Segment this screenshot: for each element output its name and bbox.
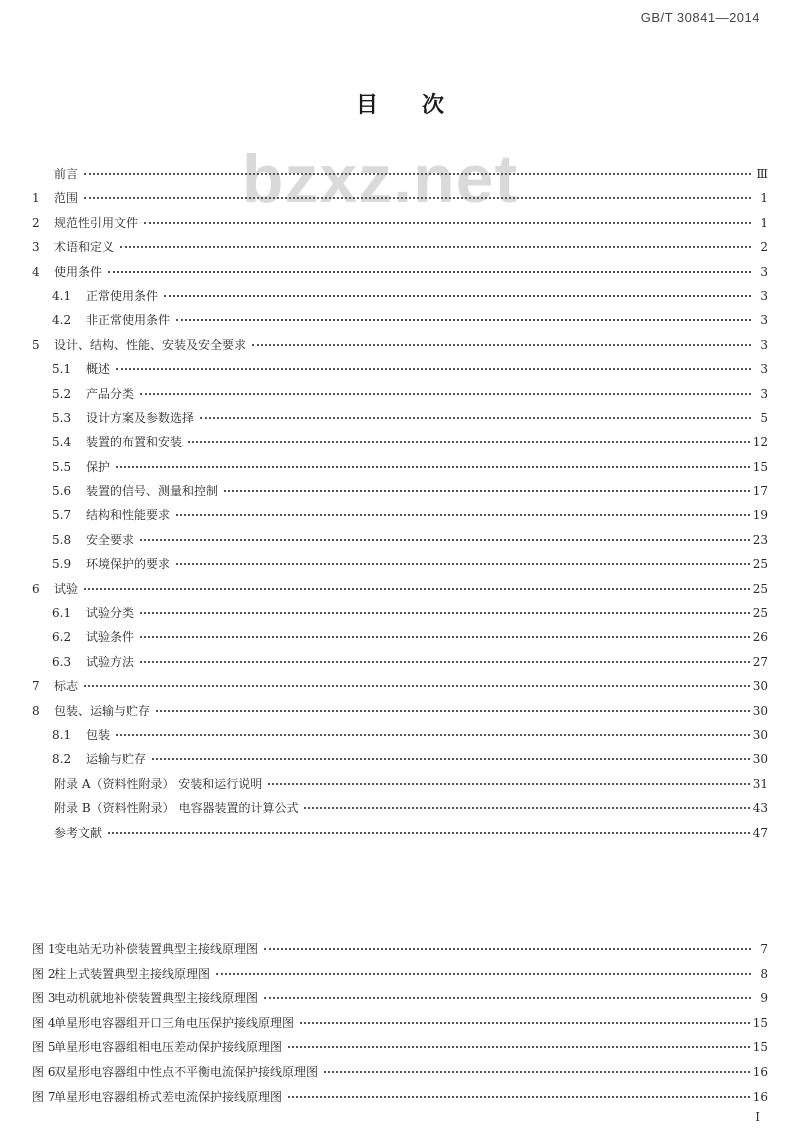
dot-leader [264,997,751,999]
toc-entry-title: 使用条件 [54,264,103,279]
toc-entry-title: 电动机就地补偿装置典型主接线原理图 [54,991,259,1006]
toc-entry-number: 8.2 [52,752,72,767]
toc-entry-number: 3 [32,240,40,255]
dot-leader [116,466,750,468]
toc-entry-number: 5.2 [52,386,72,401]
dot-leader [116,734,750,736]
toc-entry-label [32,1063,321,1080]
dot-leader [140,636,750,638]
toc-entry-page: 2 [760,240,768,255]
toc-entry [32,702,768,726]
toc-entry-page: 7 [760,942,768,956]
toc-entry-label [32,799,301,816]
dot-leader [300,1022,750,1024]
toc-entry [32,165,768,189]
toc-entry-number: 图 2 [32,966,56,981]
standard-code: GB/T 30841—2014 [640,10,760,25]
toc-entry [32,311,768,335]
toc-entry [32,726,768,750]
toc-entry [32,360,768,384]
toc-entry-label [52,458,113,475]
toc-entry-title: 设计方案及参数选择 [86,410,195,425]
toc-entry [32,506,768,530]
toc-entry-number: 6.2 [52,630,72,645]
toc-entry-page: 5 [760,410,768,425]
toc-entry-label [32,702,153,719]
toc-entry-page: 30 [752,703,768,718]
toc-entry-label [52,555,173,572]
toc-entry [32,965,768,990]
toc-entry-page: 8 [760,966,768,981]
page-number: I [755,1110,760,1124]
toc-entry [32,263,768,287]
toc-entry-number: 图 6 [32,1064,56,1079]
toc-entry-label [52,409,197,426]
toc-entry-number: 5.3 [52,410,72,425]
toc-entry-label [52,287,161,304]
toc-entry-title: 范围 [54,191,79,206]
toc-entry-title: 前言 [54,167,79,181]
dot-leader [200,417,751,419]
toc-entry-label [52,628,137,645]
toc-entry-label [52,360,113,377]
toc-entry-number: 5.9 [52,557,72,572]
page-title: 目次 [355,93,488,118]
toc-entry-title: 附录 B（资料性附录） 电容器装置的计算公式 [54,801,299,816]
toc-entry [32,531,768,555]
figure-list [32,940,768,1112]
toc-entry [32,1014,768,1039]
toc-entry-label [32,940,261,957]
toc-entry-label [32,989,261,1006]
toc-entry-label [32,824,105,841]
toc-entry-page: 23 [752,532,768,547]
toc-entry-title: 术语和定义 [54,240,115,255]
dot-leader [288,1096,750,1098]
toc-entry-number: 4.1 [52,288,72,303]
toc-entry-title: 规范性引用文件 [54,215,139,230]
toc-entry-page: 16 [752,1089,768,1104]
dot-leader [224,490,750,492]
toc-entry-label [32,238,117,255]
toc-entry-page: 3 [760,362,768,377]
toc-entry-page: 9 [760,991,768,1006]
toc-entry-label [52,653,137,670]
toc-entry-page: 31 [752,776,768,791]
toc-entry [32,555,768,579]
toc-entry-label [32,1038,285,1055]
toc-entry [32,336,768,360]
toc-entry-label [52,506,173,523]
toc-entry [32,1088,768,1113]
toc-entry [32,482,768,506]
dot-leader [108,832,750,834]
toc-entry-number: 图 1 [32,942,56,956]
toc-entry [32,409,768,433]
toc-entry-title: 安全要求 [86,532,135,547]
dot-leader [108,271,751,273]
toc-entry [32,940,768,965]
toc-entry-page: 3 [760,313,768,328]
toc-entry-number: 5.8 [52,532,72,547]
toc-entry [32,580,768,604]
toc-entry-label [32,580,81,597]
toc-entry-number: 5.7 [52,508,72,523]
toc-entry-page: 3 [760,386,768,401]
toc-entry-label [32,1088,285,1105]
toc-entry-page: 30 [752,752,768,767]
toc-entry-title: 试验条件 [86,630,135,645]
toc-entry-number: 5.5 [52,459,72,474]
toc-entry-page: 47 [752,825,768,840]
toc-entry-title: 单星形电容器组桥式差电流保护接线原理图 [54,1089,283,1104]
toc-entry-label [32,165,81,182]
toc-entry-page: 25 [752,581,768,596]
toc-entry-page: 43 [752,801,768,816]
dot-leader [216,973,751,975]
toc-entry-number: 4 [32,264,40,279]
toc-entry-title: 标志 [54,679,79,694]
toc-entry [32,799,768,823]
toc-entry-title: 装置的信号、测量和控制 [86,484,219,499]
toc-entry [32,628,768,652]
toc-entry [32,214,768,238]
toc-entry-number: 6.1 [52,606,72,621]
toc-entry [32,385,768,409]
dot-leader [120,246,751,248]
toc-entry-page: 1 [760,191,768,206]
toc-entry-number: 4.2 [52,313,72,328]
watermark: bzxz.net [241,141,519,217]
toc-entry-title: 概述 [86,362,111,377]
toc-entry-page: 30 [752,679,768,694]
dot-leader [188,441,750,443]
toc-entry-page: 15 [752,1015,768,1030]
toc-entry-title: 非正常使用条件 [86,313,171,328]
toc-entry [32,653,768,677]
toc-entry [32,677,768,701]
dot-leader [164,295,751,297]
toc-entry-title: 试验方法 [86,654,135,669]
toc-entry-number: 图 7 [32,1089,56,1104]
toc-entry-label [32,965,213,982]
toc-entry-number: 1 [32,191,40,206]
toc-entry-label [32,677,81,694]
toc-entry-number: 图 4 [32,1015,56,1030]
toc-entry-title: 单星形电容器组相电压差动保护接线原理图 [54,1040,283,1055]
dot-leader [116,368,751,370]
toc-entry [32,238,768,262]
toc-entry-number: 7 [32,679,40,694]
toc-entry-label [52,531,137,548]
toc-entry-number: 图 5 [32,1040,56,1055]
toc-entry-title: 正常使用条件 [86,288,159,303]
toc-entry [32,1063,768,1088]
dot-leader [140,539,750,541]
dot-leader [252,344,751,346]
toc-entry-number: 图 3 [32,991,56,1006]
toc-entry-number: 5.4 [52,435,72,450]
toc-entry-label [52,311,173,328]
toc-entry-number: 8.1 [52,727,72,742]
dot-leader [288,1046,750,1048]
toc-entry-page: 15 [752,459,768,474]
toc-entry-page: 3 [760,337,768,352]
toc-entry-title: 结构和性能要求 [86,508,171,523]
toc-entry-page: 3 [760,264,768,279]
dot-leader [140,612,750,614]
toc-entry-title: 产品分类 [86,386,135,401]
dot-leader [144,222,751,224]
toc-entry-label [32,214,141,231]
toc-entry-page: 25 [752,557,768,572]
table-of-contents [32,165,768,848]
toc-entry [32,824,768,848]
toc-entry-page: 15 [752,1040,768,1055]
toc-entry-label [32,189,81,206]
dot-leader [268,783,749,785]
toc-entry-number: 5 [32,337,40,352]
toc-entry-title: 环境保护的要求 [86,557,171,572]
toc-entry [32,775,768,799]
toc-entry-label [52,604,137,621]
toc-entry-page: 25 [752,606,768,621]
toc-entry-title: 双星形电容器组中性点不平衡电流保护接线原理图 [54,1064,319,1079]
dot-leader [152,758,750,760]
toc-entry-label [32,263,105,280]
toc-entry-label [32,775,265,792]
toc-entry-number: 6 [32,581,40,596]
toc-entry-label [52,482,221,499]
toc-entry-page: 3 [760,288,768,303]
toc-entry-title: 装置的布置和安装 [86,435,183,450]
dot-leader [264,948,751,950]
toc-entry-page: 17 [752,484,768,499]
toc-entry-number: 6.3 [52,654,72,669]
toc-entry-label [52,726,113,743]
toc-entry-title: 附录 A（资料性附录） 安装和运行说明 [54,776,263,791]
toc-entry-title: 设计、结构、性能、安装及安全要求 [54,337,247,352]
dot-leader [140,661,750,663]
toc-entry [32,287,768,311]
dot-leader [304,807,749,809]
toc-entry-label [52,433,185,450]
toc-entry [32,433,768,457]
toc-entry-title: 试验分类 [86,606,135,621]
toc-entry-title: 柱上式装置典型主接线原理图 [54,966,211,981]
toc-entry [32,1038,768,1063]
toc-entry-title: 保护 [86,459,111,474]
toc-entry-title: 包装、运输与贮存 [54,703,151,718]
toc-entry-page: 16 [752,1064,768,1079]
toc-entry-title: 包装 [86,727,111,742]
dot-leader [84,197,751,199]
dot-leader [156,710,750,712]
toc-entry [32,989,768,1014]
toc-entry-label [52,750,149,767]
toc-entry [32,750,768,774]
toc-entry-label [52,385,137,402]
toc-entry-number: 5.6 [52,484,72,499]
toc-entry-page: 30 [752,727,768,742]
toc-entry [32,189,768,213]
toc-entry-page: 26 [752,630,768,645]
toc-entry-page: Ⅲ [756,167,768,181]
dot-leader [176,514,750,516]
toc-entry-page: 1 [760,215,768,230]
toc-entry-title: 运输与贮存 [86,752,147,767]
toc-entry-title: 变电站无功补偿装置典型主接线原理图 [54,942,259,956]
toc-entry-title: 试验 [54,581,79,596]
dot-leader [176,563,750,565]
toc-entry-title: 参考文献 [54,825,103,840]
toc-entry-page: 12 [752,435,768,450]
toc-entry-title: 单星形电容器组开口三角电压保护接线原理图 [54,1015,295,1030]
toc-entry [32,604,768,628]
dot-leader [176,319,751,321]
toc-entry-page: 27 [752,654,768,669]
toc-entry-label [32,1014,297,1031]
toc-entry-number: 8 [32,703,40,718]
dot-leader [84,173,751,175]
dot-leader [84,588,750,590]
toc-entry-page: 19 [752,508,768,523]
toc-entry-number: 5.1 [52,362,72,377]
dot-leader [84,685,750,687]
toc-entry [32,458,768,482]
toc-entry-number: 2 [32,215,40,230]
toc-entry-label [32,336,249,353]
dot-leader [324,1071,750,1073]
dot-leader [140,393,751,395]
